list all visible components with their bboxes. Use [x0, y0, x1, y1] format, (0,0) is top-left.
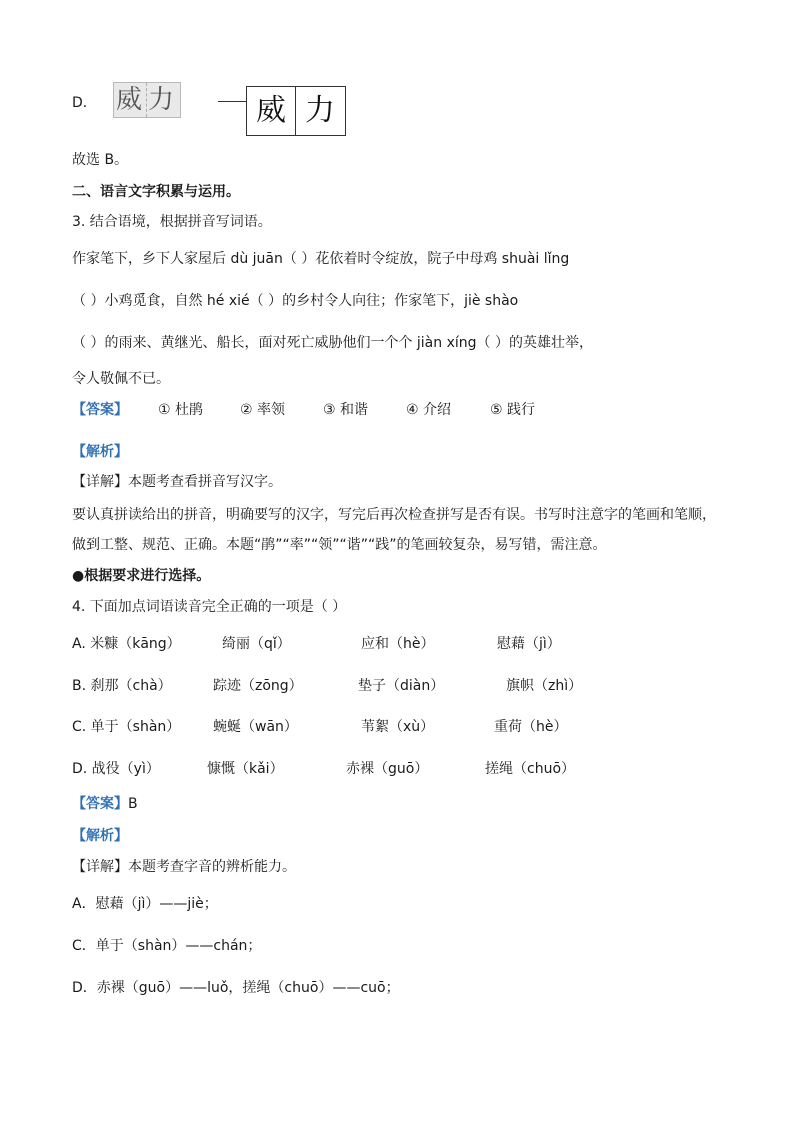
question-3-paragraph-line-3: （ ）的雨来、黄继光、船长，面对死亡威胁他们一个个 jiàn xíng（ ）的英雄壮举， [72, 335, 593, 351]
question-3-paragraph-line-1: 作家笔下，乡下人家屋后 dù juān（ ）花依着时令绽放，院子中母鸡 shuài lǐng [72, 251, 570, 267]
option-a-item-1: A. 米糠（kāng） [72, 636, 181, 652]
option-d-item-2: 慷慨（kǎi） [207, 761, 284, 777]
answer-tag: 【答案】 [72, 402, 128, 418]
analysis-tag: 【解析】 [72, 444, 128, 460]
option-c-item-3: 苇絮（xù） [361, 719, 435, 735]
option-d-item-4: 搓绳（chuō） [485, 761, 576, 777]
option-d-item-1: D. 战役（yì） [72, 761, 160, 777]
conclusion-text: 故选 B。 [72, 152, 129, 168]
option-a-item-3: 应和（hè） [361, 636, 435, 652]
detail-line-4: 【详解】本题考查字音的辨析能力。 [72, 859, 296, 875]
answer-2-row [72, 794, 138, 814]
fix-d-line: D．赤裸（guō）——luǒ，搓绳（chuō）——cuō； [72, 980, 400, 996]
answer-item-4: ④ 介绍 [406, 402, 452, 418]
small-char-1: 威 [116, 85, 143, 115]
small-box-divider [146, 83, 147, 117]
option-c-item-1: C. 单于（shàn） [72, 719, 181, 735]
detail-line-1: 【详解】本题考查看拼音写汉字。 [72, 474, 282, 490]
section-heading: 二、语言文字积累与运用。 [72, 184, 240, 200]
option-a-item-2: 绮丽（qǐ） [222, 636, 291, 652]
answer-item-3: ③ 和谐 [323, 402, 369, 418]
detail-line-3: 做到工整、规范、正确。本题“鹃”“率”“领”“谐”“践”的笔画较复杂，易写错，需注意。 [72, 537, 607, 553]
answer-2-tag: 【答案】 [72, 796, 128, 812]
answer-item-1: ① 杜鹃 [158, 402, 204, 418]
small-character-image [113, 82, 181, 118]
answer-2-value: B [128, 796, 138, 812]
answer-item-5: ⑤ 践行 [490, 402, 536, 418]
fix-c-line: C．单于（shàn）——chán； [72, 938, 262, 954]
question-3-paragraph-line-4: 令人敬佩不已。 [72, 371, 170, 387]
grid-cell-1 [247, 87, 296, 135]
grid-cell-2 [296, 87, 344, 135]
answer-row [72, 400, 128, 420]
option-a-item-4: 慰藉（jì） [497, 636, 561, 652]
connector-line [218, 101, 246, 102]
option-d-label: D． [72, 95, 97, 111]
grid-char-2: 力 [305, 93, 335, 128]
option-b-item-2: 踪迹（zōng） [213, 678, 303, 694]
option-b-item-4: 旗帜（zhì） [506, 678, 583, 694]
option-c-item-4: 重荷（hè） [494, 719, 568, 735]
small-char-2: 力 [148, 85, 175, 115]
option-b-item-1: B. 刹那（chà） [72, 678, 172, 694]
option-c-item-2: 蜿蜒（wān） [213, 719, 298, 735]
grid-char-1: 威 [256, 93, 286, 128]
tianzige-grid [246, 86, 346, 136]
question-3-stem: 3. 结合语境，根据拼音写词语。 [72, 214, 272, 230]
option-b-item-3: 垫子（diàn） [358, 678, 445, 694]
option-d-item-3: 赤裸（guō） [346, 761, 429, 777]
fix-a-line: A．慰藉（jì）——jiè； [72, 896, 218, 912]
section-choose-heading: ●根据要求进行选择。 [72, 568, 211, 584]
answer-item-2: ② 率领 [240, 402, 286, 418]
detail-line-2: 要认真拼读给出的拼音，明确要写的汉字，写完后再次检查拼写是否有误。书写时注意字的笔画和笔顺， [72, 507, 716, 523]
analysis-2-tag: 【解析】 [72, 828, 128, 844]
question-3-paragraph-line-2: （ ）小鸡觅食，自然 hé xié（ ）的乡村令人向往；作家笔下，jiè shào [72, 293, 519, 309]
question-4-stem: 4. 下面加点词语读音完全正确的一项是（ ） [72, 599, 347, 615]
